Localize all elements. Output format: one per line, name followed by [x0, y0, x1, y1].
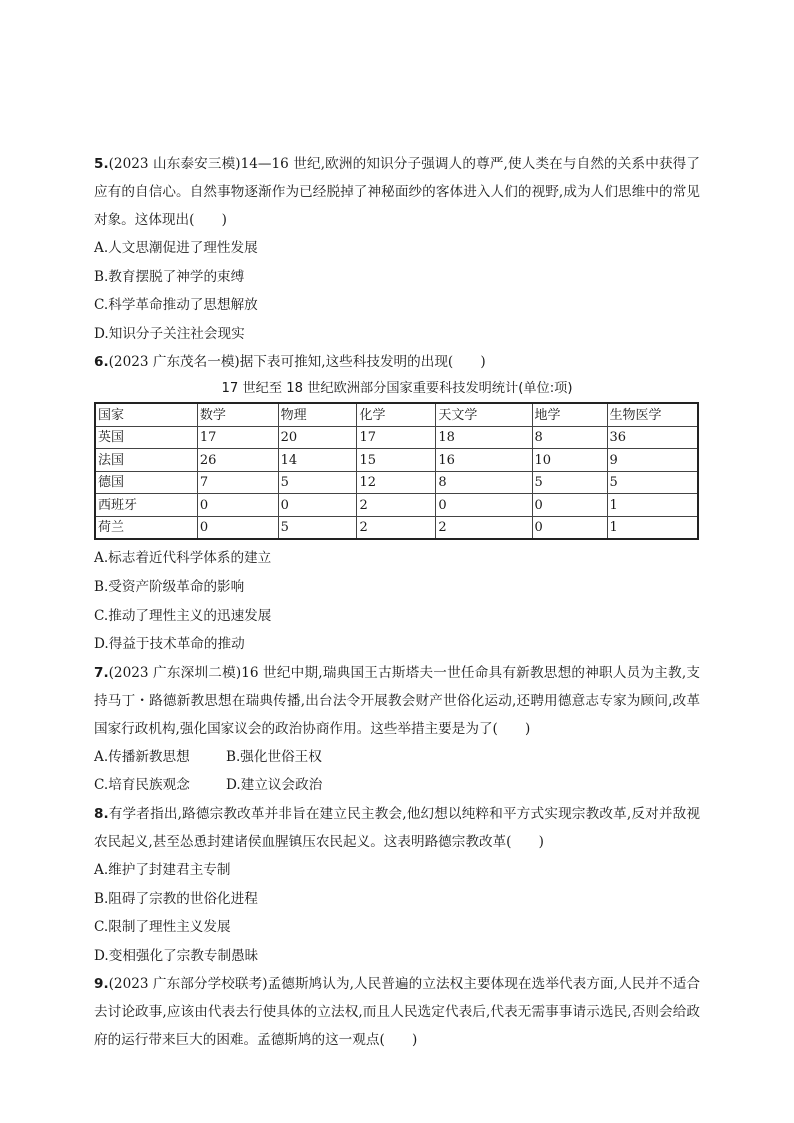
table-cell: 7: [197, 471, 278, 494]
header-cell: 天文学: [436, 403, 532, 426]
table-cell: 5: [532, 471, 607, 494]
table-cell: 西班牙: [95, 494, 197, 517]
invention-statistics-table: [94, 402, 699, 540]
table-cell: 0: [278, 494, 357, 517]
option-a: A.标志着近代科学体系的建立: [94, 550, 272, 567]
option-c: C.限制了理性主义发展: [94, 919, 231, 936]
table-header-row: [95, 403, 698, 426]
options-row: [94, 771, 700, 800]
options-row: [94, 743, 700, 772]
option-b: B.强化世俗王权: [226, 748, 322, 765]
header-cell: 国家: [95, 403, 197, 426]
table-cell: 17: [357, 426, 436, 449]
table-cell: 法国: [95, 449, 197, 472]
table-cell: 0: [436, 494, 532, 517]
table-row: [95, 471, 698, 494]
option-d: D.知识分子关注社会现实: [94, 325, 245, 342]
table-cell: 1: [607, 494, 698, 517]
table-title: 17 世纪至 18 世纪欧洲部分国家重要科技发明统计(单位:项): [221, 381, 573, 397]
table-cell: 10: [532, 449, 607, 472]
table-cell: 14: [278, 449, 357, 472]
table-cell: 20: [278, 426, 357, 449]
table-row: [95, 516, 698, 539]
table-cell: 5: [278, 471, 357, 494]
table-cell: 英国: [95, 426, 197, 449]
table-cell: 12: [357, 471, 436, 494]
table-row: [95, 449, 698, 472]
question-8-stem: 8.有学者指出,路德宗教改革并非旨在建立民主教会,他幻想以纯粹和平方式实现宗教改革,反对并敌视农民起义,甚至怂恿封建诸侯血腥镇压农民起义。这表明路德宗教改革( ): [94, 805, 700, 850]
table-cell: 9: [607, 449, 698, 472]
option-b: B.受资产阶级革命的影响: [94, 578, 245, 595]
header-cell: 生物医学: [607, 403, 698, 426]
table-cell: 2: [357, 494, 436, 517]
table-cell: 8: [532, 426, 607, 449]
table-cell: 0: [197, 516, 278, 539]
header-cell: 化学: [357, 403, 436, 426]
option-c: C.科学革命推动了思想解放: [94, 297, 258, 314]
table-cell: 36: [607, 426, 698, 449]
table-cell: 8: [436, 471, 532, 494]
question-9: [94, 970, 700, 1054]
option-a: A.人文思潮促进了理性发展: [94, 240, 258, 256]
question-number: 9.: [94, 976, 109, 993]
header-cell: 物理: [278, 403, 357, 426]
option-b: B.教育摆脱了神学的束缚: [94, 268, 245, 285]
document-page: [94, 150, 700, 1054]
table-cell: 5: [278, 516, 357, 539]
table-cell: 5: [607, 471, 698, 494]
table-cell: 德国: [95, 471, 197, 494]
question-5: [94, 150, 700, 348]
question-number: 6.: [94, 354, 109, 371]
option-d: D.得益于技术革命的推动: [94, 636, 245, 653]
question-number: 8.: [94, 805, 109, 822]
option-b: B.阻碍了宗教的世俗化进程: [94, 890, 258, 907]
table-row: [95, 426, 698, 449]
table-cell: 2: [436, 516, 532, 539]
table-cell: 16: [436, 449, 532, 472]
table-cell: 0: [197, 494, 278, 517]
table-cell: 17: [197, 426, 278, 449]
table-cell: 18: [436, 426, 532, 449]
question-number: 5.: [94, 156, 109, 172]
table-cell: 0: [532, 494, 607, 517]
option-c: C.培育民族观念: [94, 777, 190, 794]
question-5-stem: 5.(2023 山东泰安三模)14—16 世纪,欧洲的知识分子强调人的尊严,使人类在与自然的关系中获得了应有的自信心。自然事物逐渐作为已经脱掉了神秘面纱的客体进入人们的视野,成为人们思维中的常见对象。这体现出( ): [94, 156, 700, 228]
option-d: D.变相强化了宗教专制愚昧: [94, 947, 259, 964]
question-6-stem: 6.(2023 广东茂名一模)据下表可推知,这些科技发明的出现( ): [94, 354, 486, 371]
option-d: D.建立议会政治: [226, 777, 323, 794]
table-cell: 2: [357, 516, 436, 539]
table-cell: 26: [197, 449, 278, 472]
table-cell: 荷兰: [95, 516, 197, 539]
option-a: A.传播新教思想: [94, 748, 190, 765]
table-cell: 1: [607, 516, 698, 539]
question-8: [94, 800, 700, 970]
question-7: [94, 659, 700, 800]
table-cell: 15: [357, 449, 436, 472]
table-cell: 0: [532, 516, 607, 539]
question-9-stem: 9.(2023 广东部分学校联考)孟德斯鸠认为,人民普遍的立法权主要体现在选举代表方面,人民并不适合去讨论政事,应该由代表去行使具体的立法权,而且人民选定代表后,代表无需事事请示选民,否则会给政府的运行带来巨大的困难。孟德斯鸠的这一观点( ): [94, 976, 700, 1049]
option-c: C.推动了理性主义的迅速发展: [94, 607, 272, 624]
header-cell: 数学: [197, 403, 278, 426]
question-number: 7.: [94, 664, 109, 681]
question-6: [94, 348, 700, 658]
header-cell: 地学: [532, 403, 607, 426]
question-7-stem: 7.(2023 广东深圳二模)16 世纪中期,瑞典国王古斯塔夫一世任命具有新教思想的神职人员为主教,支持马丁・路德新教思想在瑞典传播,出台法令开展教会财产世俗化运动,还聘用德意志专家为顾问,改革国家行政机构,强化国家议会的政治协商作用。这些举措主要是为了( ): [94, 664, 700, 737]
table-row: [95, 494, 698, 517]
option-a: A.维护了封建君主专制: [94, 861, 231, 878]
